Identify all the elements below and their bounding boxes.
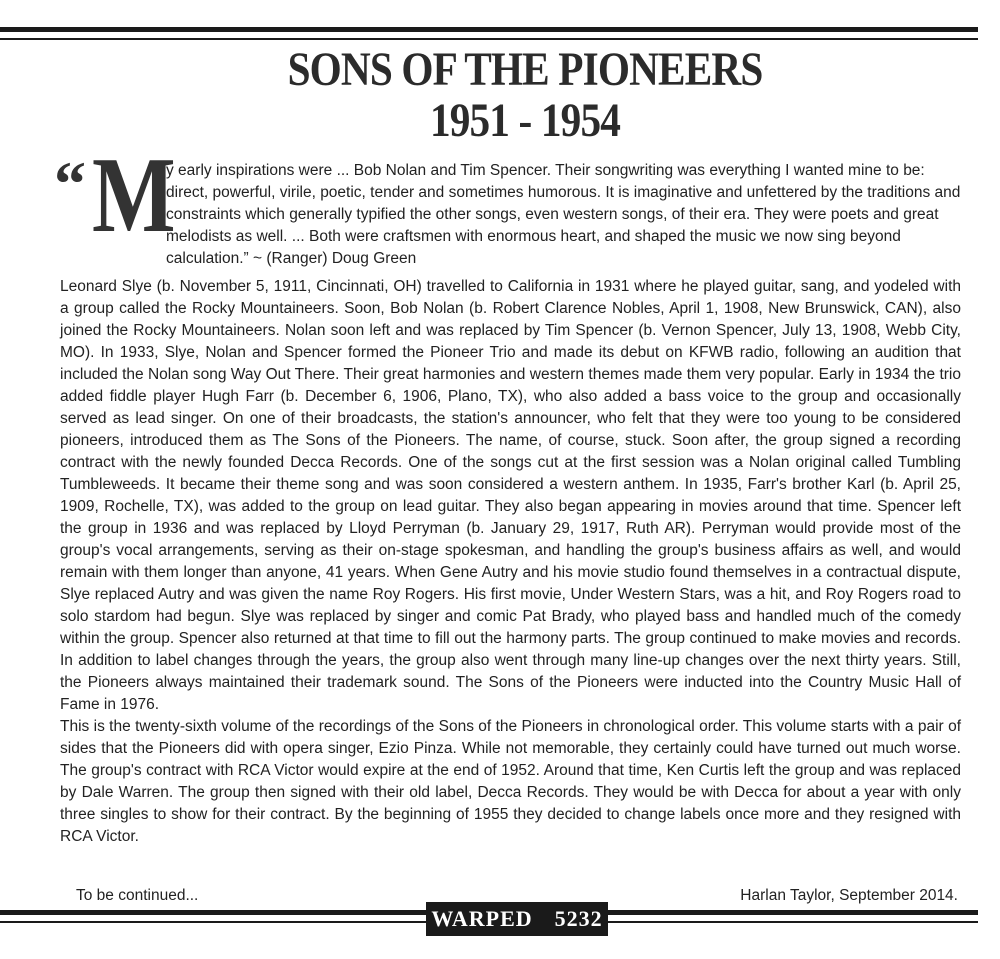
to-be-continued: To be continued... xyxy=(76,887,199,904)
page-title: SONS OF THE PIONEERS xyxy=(287,43,763,96)
label-name: WARPED xyxy=(431,906,533,931)
author-signature: Harlan Taylor, September 2014. xyxy=(740,887,958,904)
top-rule-thin xyxy=(0,38,978,40)
drop-cap-letter: M xyxy=(92,136,176,255)
opening-quote-mark: “ xyxy=(54,148,86,219)
top-rule-thick xyxy=(0,27,978,32)
label-badge xyxy=(426,902,608,936)
liner-notes-body xyxy=(60,276,961,848)
body-paragraph-history: Leonard Slye (b. November 5, 1911, Cincinnati, OH) travelled to California in 1931 where he played guitar, sang, and yodeled with a group called the Rocky Mountaineers. Soon, Bob Nolan (b. Robert Clarence Nobles, April 1, 1908, New Brunswick, CAN), also joined the Rocky Mountaineers. Nolan soon left and was replaced by Tim Spencer (b. Vernon Spencer, July 13, 1908, Webb City, MO). In 1933, Slye, Nolan and Spencer formed the Pioneer Trio and made its debut on KFWB radio, following an audition that included the Nolan song Way Out There. Their great harmonies and western themes made them very popular. Early in 1934 the trio added fiddle player Hugh Farr (b. December 6, 1906, Plano, TX), who also added a bass voice to the group and occasionally served as lead singer. On one of their broadcasts, the station's announcer, who felt that they were too young to be considered pioneers, introduced them as The Sons of the Pioneers. The name, of course, stuck. Soon after, the group signed a recording contract with the newly founded Decca Records. One of the songs cut at the first session was a Nolan original called Tumbling Tumbleweeds. It became their theme song and was soon considered a western anthem. In 1935, Farr's brother Karl (b. April 25, 1909, Rochelle, TX), was added to the group on lead guitar. They also began appearing in movies around that time. Spencer left the group in 1936 and was replaced by Lloyd Perryman (b. January 29, 1917, Ruth AR). Perryman would provide most of the group's vocal arrangements, serving as their on-stage spokesman, and handling the group's business affairs as well, and would remain with them longer than anyone, 41 years. When Gene Autry and his movie studio found themselves in a contractual dispute, Slye replaced Autry and was given the name Roy Rogers. His first movie, Under Western Stars, was a hit, and Roy Rogers road to solo stardom had begun. Slye was replaced by singer and comic Pat Brady, who played bass and handled much of the comedy within the group. Spencer also returned at that time to fill out the harmony parts. The group continued to make movies and records. In addition to label changes through the years, the group also went through many line-up changes over the next thirty years. Still, the Pioneers always maintained their trademark sound. The Sons of the Pioneers were inducted into the Country Music Hall of Fame in 1976. xyxy=(60,278,961,713)
catalog-number: 5232 xyxy=(554,906,603,931)
page-subtitle-years: 1951 - 1954 xyxy=(429,94,621,147)
body-paragraph-volume: This is the twenty-sixth volume of the recordings of the Sons of the Pioneers in chronological order. This volume starts with a pair of sides that the Pioneers did with opera singer, Ezio Pinza. While not memorable, they certainly could have turned out much worse. The group's contract with RCA Victor would expire at the end of 1952. Around that time, Ken Curtis left the group and was replaced by Dale Warren. The group then signed with their old label, Decca Records. They would be with Decca for about a year with only three singles to show for their contract. By the beginning of 1955 they decided to change labels once more and they resigned with RCA Victor. xyxy=(60,718,961,845)
quote-text: y early inspirations were ... Bob Nolan and Tim Spencer. Their songwriting was everything I wanted mine to be: direct, powerful, virile, poetic, tender and sometimes humorous. It is imaginative and unfettered by the traditions and constraints which generally typified the other songs, even western songs, of their era. They were poets and great melodists as well. ... Both were craftsmen with enormous heart, and shaped the music we now sing beyond calculation.” ~ (Ranger) Doug Green xyxy=(166,162,961,267)
